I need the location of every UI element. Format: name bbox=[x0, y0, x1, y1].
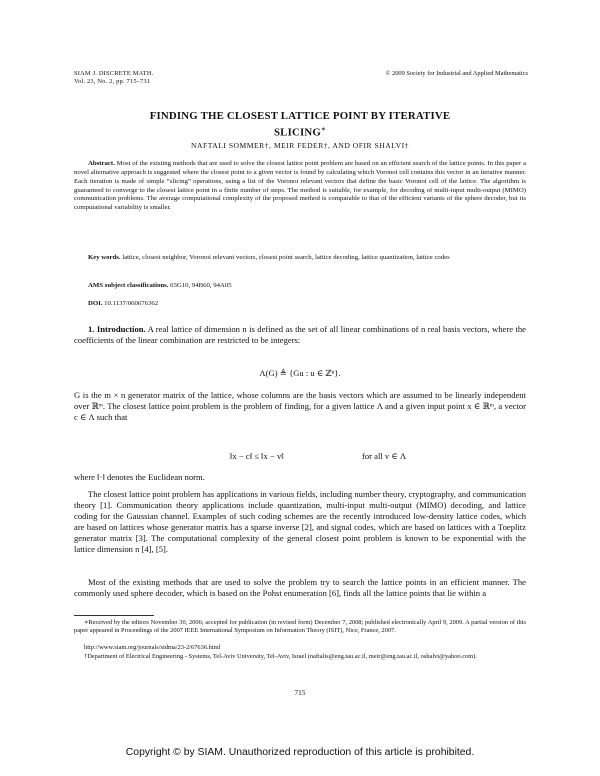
equation-closest-point-rhs: for all v ∈ Λ bbox=[362, 451, 407, 461]
title-footnote-mark: ∗ bbox=[320, 125, 327, 133]
intro-p1-text: A real lattice of dimension n is defined as the set of all linear combinations of n real basis vectors, where the coefficients of the linear combination are restricted to be integers: bbox=[74, 324, 526, 345]
authors: NAFTALI SOMMER†, MEIR FEDER†, AND OFIR SHALVI† bbox=[191, 141, 409, 150]
page-number: 715 bbox=[294, 688, 306, 697]
ams-text: 03G10, 94B60, 94A05 bbox=[170, 282, 232, 289]
copyright-notice: Copyright © by SIAM. Unauthorized reproduction of this article is prohibited. bbox=[125, 747, 475, 758]
title-line-2 bbox=[74, 123, 526, 140]
society-copyright: © 2009 Society for Industrial and Applied Mathematics bbox=[385, 70, 528, 77]
ams-label: AMS subject classifications. bbox=[88, 282, 169, 289]
doi-text: 10.1137/060676362 bbox=[104, 300, 159, 307]
intro-paragraph-2: G is the m × n generator matrix of the lattice, whose columns are the basis vectors which are assumed to be linearly independent over ℝᵐ. The closest lattice point problem is the problem of finding, for a given lattice Λ and a given input point x ∈ ℝᵐ, a vector c ∈ Λ such that bbox=[74, 390, 526, 422]
abstract-label: Abstract. bbox=[88, 160, 115, 167]
doi bbox=[88, 300, 158, 307]
journal-name: SIAM J. DISCRETE MATH. bbox=[74, 70, 154, 77]
intro-paragraph-1 bbox=[74, 324, 526, 346]
footnote-received: ∗Received by the editors November 30, 2006; accepted for publication (in revised form) December 7, 2008; published electronically April 9, 2009. A partial version of this paper appeared in Proceedings of the 2007 IEEE International Symposium on Information Theory (ISIT), Nice, France, 2007. bbox=[74, 619, 526, 635]
keywords bbox=[74, 254, 526, 263]
equation-closest-point-lhs: ‖x − c‖ ≤ ‖x − v‖ bbox=[230, 451, 284, 461]
footnote-url: http://www.siam.org/journals/sidma/23-2/67636.html bbox=[84, 644, 221, 651]
intro-paragraph-5: Most of the existing methods that are used to solve the problem try to search the lattice points in an efficient manner. The commonly used sphere decoder, which is based on the Pohst enumeration [6], finds all the lattice points that lie within a bbox=[74, 577, 526, 598]
ams-classifications bbox=[88, 282, 232, 289]
intro-paragraph-4: The closest lattice point problem has applications in various fields, including number theory, cryptography, and communication theory [1]. Communication theory applications include quantization, multi-input multi-output (MIMO) decoding, and lattice coding for the Gaussian channel. Examples of such coding schemes are the recently introduced low-density lattice codes, which are based on lattices whose generator matrix has a sparse inverse [2], and signal codes, which are based on lattices with a Toeplitz generator matrix [3]. The computational complexity of the general closest point problem is known to be exponential with the lattice dimension n [4], [5]. bbox=[74, 489, 527, 554]
footnote-rule bbox=[74, 615, 154, 616]
intro-paragraph-3: where ‖·‖ denotes the Euclidean norm. bbox=[74, 472, 205, 482]
doi-label: DOI. bbox=[88, 300, 103, 307]
title-line-2-text: SLICING bbox=[273, 126, 321, 139]
section-heading: 1. Introduction. bbox=[88, 324, 146, 334]
title-line-1: FINDING THE CLOSEST LATTICE POINT BY ITERATIVE bbox=[149, 110, 451, 122]
paper-title bbox=[74, 110, 526, 140]
footnote-affiliation: †Department of Electrical Engineering - Systems, Tel-Aviv University, Tel-Aviv, Israel (naftalis@eng.tau.ac.il, meir@eng.tau.ac.il, oshalvi@yahoo.com). bbox=[84, 653, 477, 660]
journal-volume: Vol. 23, No. 2, pp. 715–731 bbox=[74, 78, 151, 85]
equation-lattice-definition: Λ(G) ≜ {Gu : u ∈ ℤⁿ}. bbox=[259, 368, 341, 378]
journal-header bbox=[74, 70, 154, 86]
keywords-text: lattice, closest neighbor, Voronoi relevant vectors, closest point search, lattice decoding, lattice quantization, lattice codes bbox=[122, 254, 450, 261]
abstract bbox=[74, 160, 526, 213]
abstract-text: Most of the existing methods that are used to solve the closest lattice point problem are based on an efficient search of the lattice points. In this paper a novel alternative approach is suggested where the closest point to a given vector is found by calculating which Voronoi cell contains this vector in an iterative manner. Each iteration is made of simple “slicing” operations, using a list of the Voronoi relevant vectors that define the basic Voronoi cell of the lattice. The algorithm is guaranteed to converge to the closest lattice point in a finite number of steps. The method is suitable, for example, for decoding of multi-input multi-output (MIMO) communication problems. The average computational complexity of the proposed method is comparable to that of the efficient variants of the sphere decoder, but its computational variability is smaller. bbox=[74, 160, 527, 212]
keywords-label: Key words. bbox=[88, 254, 121, 261]
